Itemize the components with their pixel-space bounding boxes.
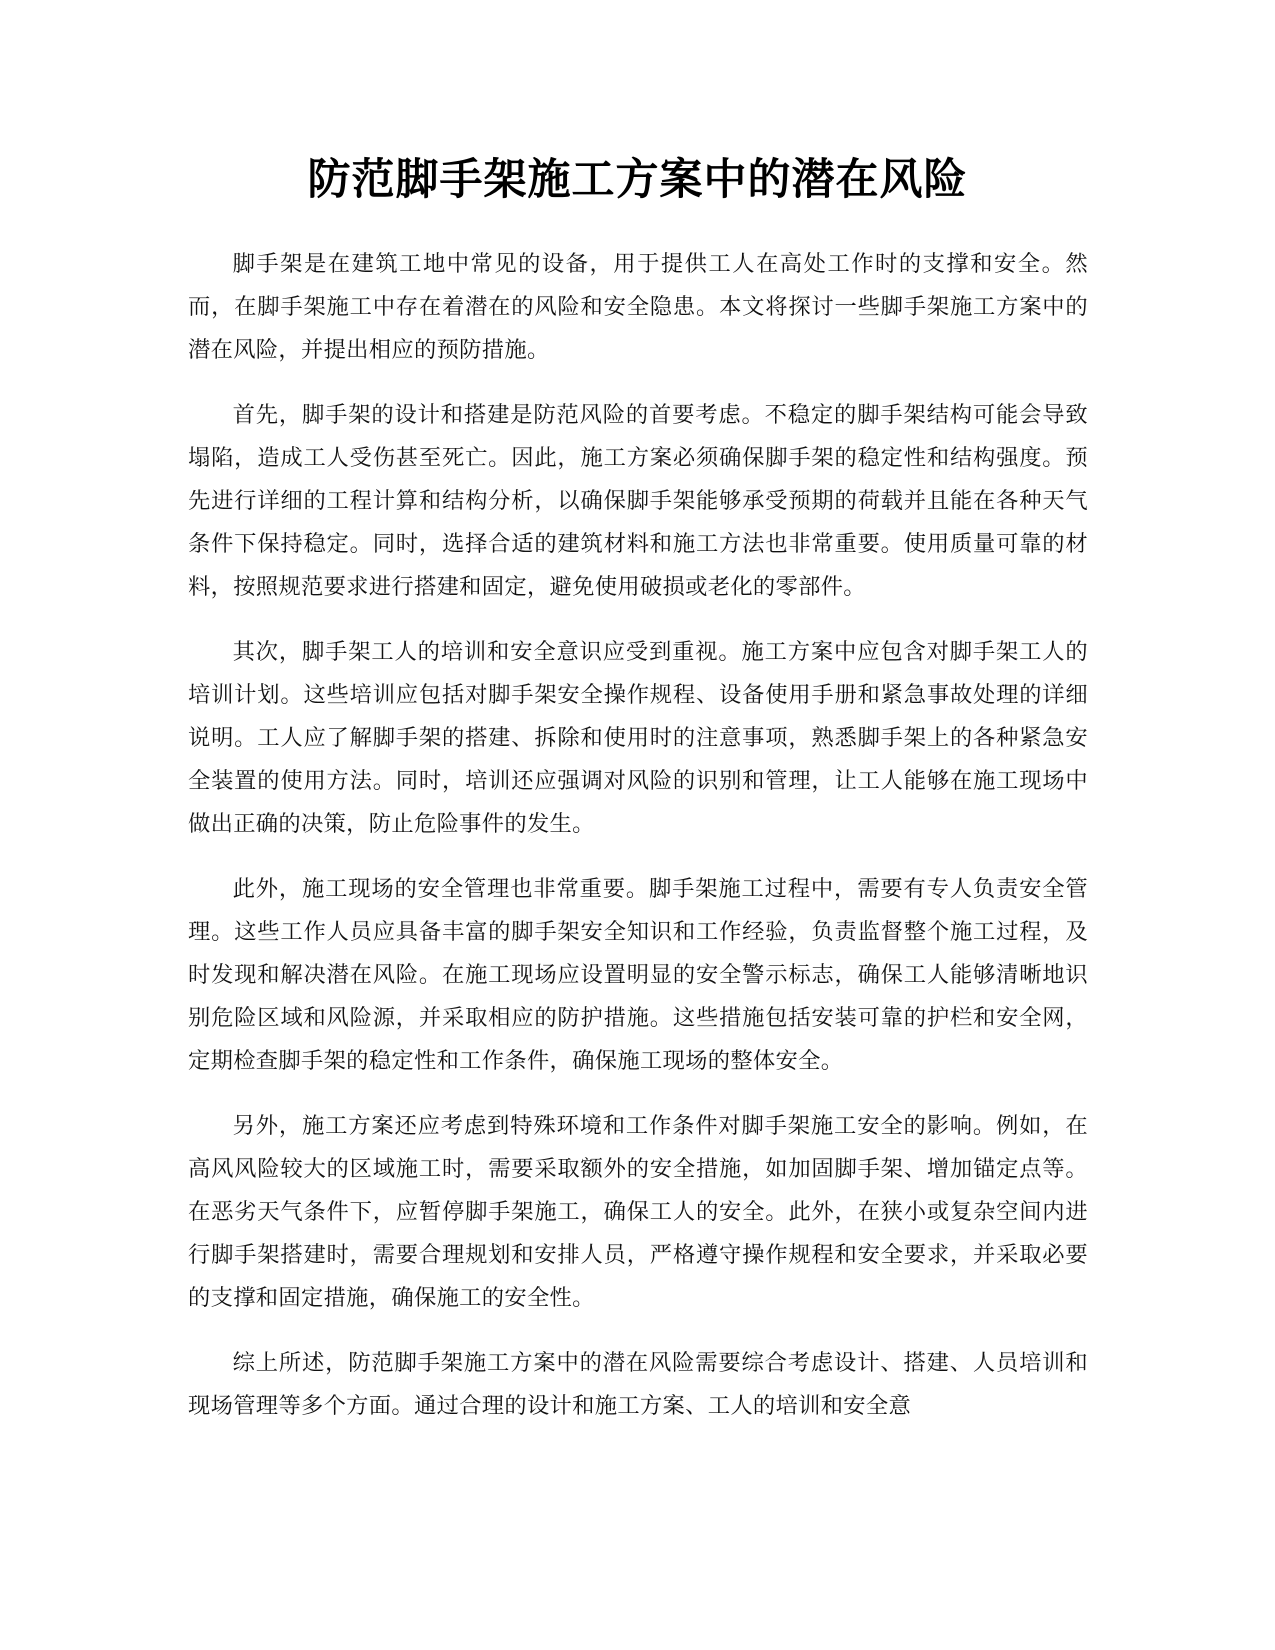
document-body [188,243,1088,1450]
paragraph-training: 其次，脚手架工人的培训和安全意识应受到重视。施工方案中应包含对脚手架工人的培训计划。这些培训应包括对脚手架安全操作规程、设备使用手册和紧急事故处理的详细说明。工人应了解脚手架的搭建、拆除和使用时的注意事项，熟悉脚手架上的各种紧急安全装置的使用方法。同时，培训还应强调对风险的识别和管理，让工人能够在施工现场中做出正确的决策，防止危险事件的发生。 [188,639,1088,837]
document-title: 防范脚手架施工方案中的潜在风险 [307,155,968,205]
paragraph-design: 首先，脚手架的设计和搭建是防范风险的首要考虑。不稳定的脚手架结构可能会导致塌陷，造成工人受伤甚至死亡。因此，施工方案必须确保脚手架的稳定性和结构强度。预先进行详细的工程计算和结构分析，以确保脚手架能够承受预期的荷载并且能在各种天气条件下保持稳定。同时，选择合适的建筑材料和施工方法也非常重要。使用质量可靠的材料，按照规范要求进行搭建和固定，避免使用破损或老化的零部件。 [188,402,1088,600]
paragraph-conclusion: 综上所述，防范脚手架施工方案中的潜在风险需要综合考虑设计、搭建、人员培训和现场管理等多个方面。通过合理的设计和施工方案、工人的培训和安全意 [188,1350,1088,1419]
paragraph-intro: 脚手架是在建筑工地中常见的设备，用于提供工人在高处工作时的支撑和安全。然而，在脚手架施工中存在着潜在的风险和安全隐患。本文将探讨一些脚手架施工方案中的潜在风险，并提出相应的预防措施。 [188,251,1088,363]
paragraph-site-management: 此外，施工现场的安全管理也非常重要。脚手架施工过程中，需要有专人负责安全管理。这些工作人员应具备丰富的脚手架安全知识和工作经验，负责监督整个施工过程，及时发现和解决潜在风险。在施工现场应设置明显的安全警示标志，确保工人能够清晰地识别危险区域和风险源，并采取相应的防护措施。这些措施包括安装可靠的护栏和安全网，定期检查脚手架的稳定性和工作条件，确保施工现场的整体安全。 [188,876,1088,1074]
paragraph-special-conditions: 另外，施工方案还应考虑到特殊环境和工作条件对脚手架施工安全的影响。例如，在高风风险较大的区域施工时，需要采取额外的安全措施，如加固脚手架、增加锚定点等。在恶劣天气条件下，应暂停脚手架施工，确保工人的安全。此外，在狭小或复杂空间内进行脚手架搭建时，需要合理规划和安排人员，严格遵守操作规程和安全要求，并采取必要的支撑和固定措施，确保施工的安全性。 [188,1113,1088,1311]
